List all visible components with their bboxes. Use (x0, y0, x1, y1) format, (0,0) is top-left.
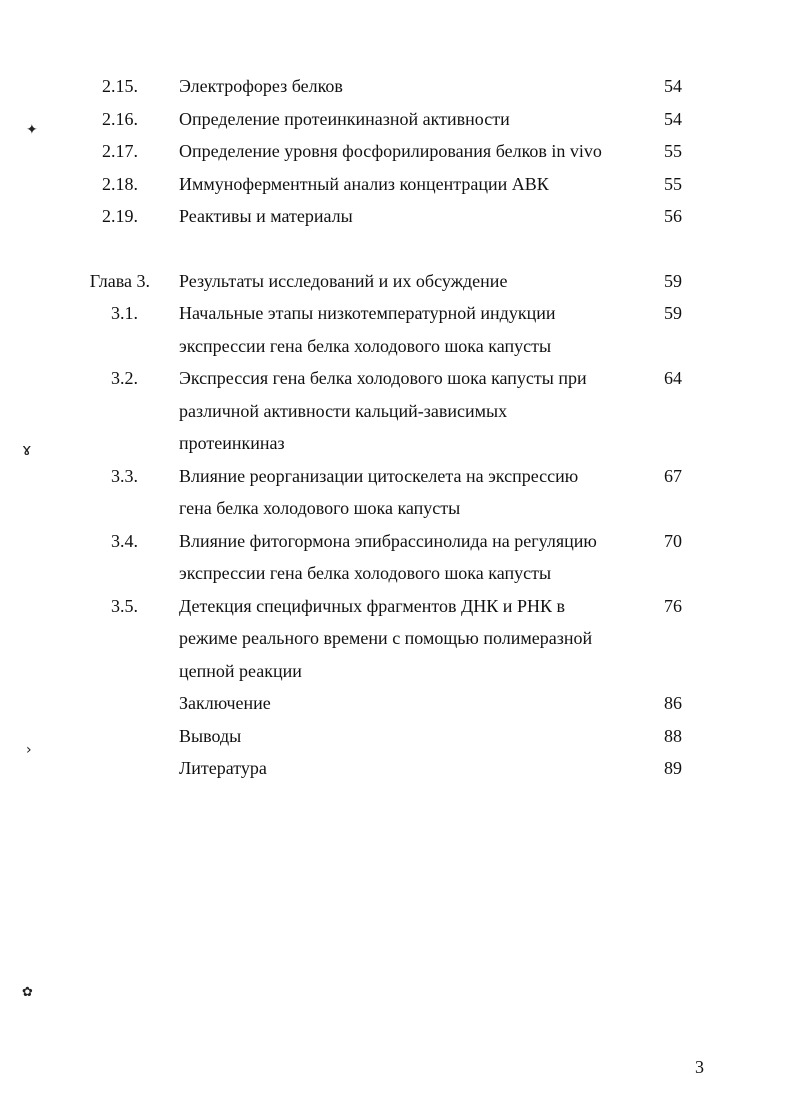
toc-entry (0, 135, 796, 168)
toc-entry (0, 70, 796, 103)
toc-entry-title: режиме реального времени с помощью полимеразной (179, 628, 593, 648)
toc-entry-title: Экспрессия гена белка холодового шока капусты при (179, 368, 587, 388)
toc-entry (0, 590, 796, 688)
toc-entry-title: Реактивы и материалы (179, 206, 353, 226)
section-gap (0, 233, 796, 265)
toc-entry-title: Детекция специфичных фрагментов ДНК и РНК в (179, 595, 565, 616)
toc-entry-number: 3.4. (111, 530, 138, 551)
toc-line (0, 168, 796, 201)
toc-line (0, 752, 796, 785)
toc-entry-number: 3.3. (111, 465, 138, 486)
toc-line (0, 655, 796, 688)
toc-entry (0, 460, 796, 525)
toc-entry-title: Определение протеинкиназной активности (179, 108, 510, 129)
toc-entry-page: 76 (664, 595, 682, 616)
toc-line (0, 265, 796, 298)
toc-entry-number: 3.5. (111, 595, 138, 616)
toc-entry-title: Электрофорез белков (179, 76, 343, 96)
toc-entry-title: Заключение (179, 693, 271, 713)
toc-entry-title: Влияние реорганизации цитоскелета на экспрессию (179, 465, 579, 486)
toc-entry-title: Литература (179, 758, 267, 778)
toc-entry (0, 525, 796, 590)
toc-entry-page: 67 (664, 465, 682, 486)
toc-line (0, 590, 796, 623)
toc-line (0, 70, 796, 103)
toc-entry-page: 59 (664, 270, 682, 291)
toc-entry (0, 362, 796, 460)
toc-entry-number: 2.19. (102, 206, 138, 226)
toc-line (0, 525, 796, 558)
toc-line (0, 427, 796, 460)
toc-line (0, 492, 796, 525)
toc-line (0, 200, 796, 233)
toc-entry-title: гена белка холодового шока капусты (179, 498, 461, 518)
toc-line (0, 460, 796, 493)
scan-speck-icon: ✦ (26, 122, 38, 138)
toc-entry (0, 103, 796, 136)
toc-line (0, 330, 796, 363)
toc-entry-page: 70 (664, 530, 682, 551)
toc-entry (0, 720, 796, 753)
toc-entry-page: 64 (664, 368, 682, 388)
toc-entry-page: 86 (664, 693, 682, 713)
toc-entry-title: Выводы (179, 725, 242, 746)
toc-entry-title: протеинкиназ (179, 433, 285, 453)
toc-entry-page: 56 (664, 206, 682, 226)
toc-entry-number: 2.18. (102, 173, 138, 194)
toc-entry-page: 88 (664, 725, 682, 746)
toc-entry-number: 2.15. (102, 76, 138, 96)
toc-line (0, 362, 796, 395)
toc-entry-number: 3.2. (111, 368, 138, 388)
table-of-contents (0, 70, 796, 785)
toc-line (0, 103, 796, 136)
toc-line (0, 557, 796, 590)
toc-entry-number: 2.16. (102, 108, 138, 129)
toc-entry-title: экспрессии гена белка холодового шока капусты (179, 335, 552, 356)
scan-speck-icon: ✿ (22, 985, 33, 1000)
toc-entry (0, 265, 796, 298)
toc-entry-title: Иммуноферментный анализ концентрации АВК (179, 173, 549, 194)
toc-entry (0, 200, 796, 233)
toc-line (0, 395, 796, 428)
scan-speck-icon: › (26, 742, 32, 758)
toc-line (0, 720, 796, 753)
toc-entry-title: Влияние фитогормона эпибрассинолида на регуляцию (179, 530, 597, 551)
toc-entry (0, 168, 796, 201)
toc-entry (0, 687, 796, 720)
toc-entry (0, 297, 796, 362)
toc-entry-title: цепной реакции (179, 660, 302, 681)
toc-entry-page: 89 (664, 758, 682, 778)
toc-entry-title: Начальные этапы низкотемпературной индукции (179, 303, 556, 323)
toc-entry-page: 55 (664, 141, 682, 161)
toc-entry-page: 54 (664, 108, 682, 129)
toc-entry-number: 3.1. (111, 303, 138, 323)
toc-line (0, 135, 796, 168)
toc-entry-title: различной активности кальций-зависимых (179, 400, 508, 421)
toc-entry-number: Глава 3. (89, 270, 150, 291)
toc-entry-page: 59 (664, 303, 682, 323)
toc-entry-title: Результаты исследований и их обсуждение (179, 270, 508, 291)
toc-entry-title: экспрессии гена белка холодового шока капусты (179, 563, 552, 583)
page-number: 3 (695, 1057, 704, 1077)
toc-line (0, 687, 796, 720)
toc-entry-page: 54 (664, 76, 682, 96)
toc-line (0, 622, 796, 655)
toc-entry-number: 2.17. (102, 141, 138, 161)
toc-line (0, 297, 796, 330)
toc-entry-title: Определение уровня фосфорилирования белков in vivo (179, 141, 602, 161)
scan-speck-icon: ɤ (22, 440, 32, 459)
toc-entry (0, 752, 796, 785)
toc-entry-page: 55 (664, 173, 682, 194)
